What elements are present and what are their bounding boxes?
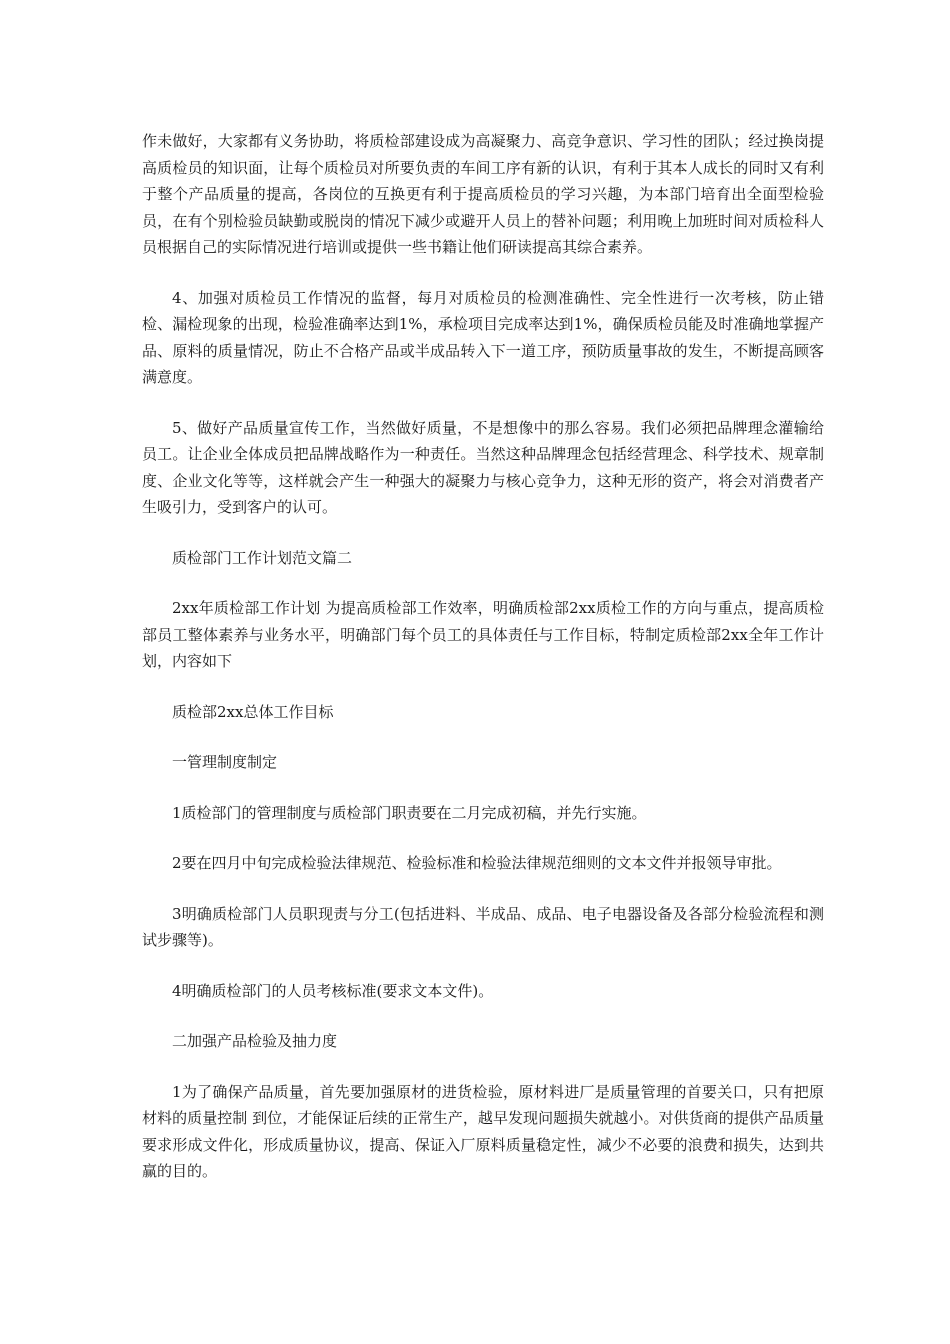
paragraph-plan-intro: 2xx年质检部工作计划 为提高质检部工作效率，明确质检部2xx质检工作的方向与重点，提高质检部员工整体素养与业务水平，明确部门每个员工的具体责任与工作目标，特制定质检部2xx全年工作计划，内容如下 (142, 599, 824, 670)
list-item-1-draft: 1质检部门的管理制度与质检部门职责要在二月完成初稿，并先行实施。 (172, 803, 647, 822)
list-item-3-responsibilities: 3明确质检部门人员职现责与分工(包括进料、半成品、成品、电子电器设备及各部分检验流程和测试步骤等)。 (142, 904, 824, 949)
section-heading-part-two: 质检部门工作计划范文篇二 (172, 548, 353, 567)
heading-inspection-strength: 二加强产品检验及抽力度 (172, 1032, 338, 1050)
paragraph-item-4-supervision: 4、加强对质检员工作情况的监督，每月对质检员的检测准确性、完全性进行一次考核，防止错检、漏检现象的出现，检验准确率达到1%，承检项目完成率达到1%，确保质检员能及时准确地掌握产品、原料的质量情况，防止不合格产品或半成品转入下一道工序，预防质量事故的发生，不断提高顾客满意度。 (142, 288, 824, 386)
list-item-1-incoming-inspection: 1为了确保产品质量，首先要加强原材的进货检验，原材料进厂是质量管理的首要关口，只有把原材料的质量控制 到位，才能保证后续的正常生产，越早发现问题损失就越小。对供货商的提供产品质量要求形成文件化，形成质量协议，提高、保证入厂原料质量稳定性，减少不必要的浪费和损失，达到共赢的目的。 (142, 1082, 824, 1180)
heading-management-system: 一管理制度制定 (172, 753, 278, 771)
list-item-2-regulations: 2要在四月中旬完成检验法律规范、检验标准和检验法律规范细则的文本文件并报领导审批。 (172, 854, 782, 872)
heading-overall-goals: 质检部2xx总体工作目标 (172, 702, 334, 721)
paragraph-item-5-publicity: 5、做好产品质量宣传工作，当然做好质量，不是想像中的那么容易。我们必须把品牌理念灌输给员工。让企业全体成员把品牌战略作为一种责任。当然这种品牌理念包括经营理念、科学技术、规章制度、企业文化等等，这样就会产生一种强大的凝聚力与核心竞争力，这种无形的资产，将会对消费者产生吸引力，受到客户的认可。 (142, 418, 824, 516)
list-item-4-assessment: 4明确质检部门的人员考核标准(要求文本文件)。 (172, 981, 494, 1000)
paragraph-team-training: 作未做好，大家都有义务协助，将质检部建设成为高凝聚力、高竞争意识、学习性的团队；经过换岗提高质检员的知识面，让每个质检员对所要负责的车间工序有新的认识，有利于其本人成长的同时又有利于整个产品质量的提高，各岗位的互换更有利于提高质检员的学习兴趣，为本部门培育出全面型检验员，在有个别检验员缺勤或脱岗的情况下减少或避开人员上的替补问题；利用晚上加班时间对质检科人员根据自己的实际情况进行培训或提供一些书籍让他们研读提高其综合素养。 (142, 132, 824, 256)
document-page (142, 128, 824, 1209)
